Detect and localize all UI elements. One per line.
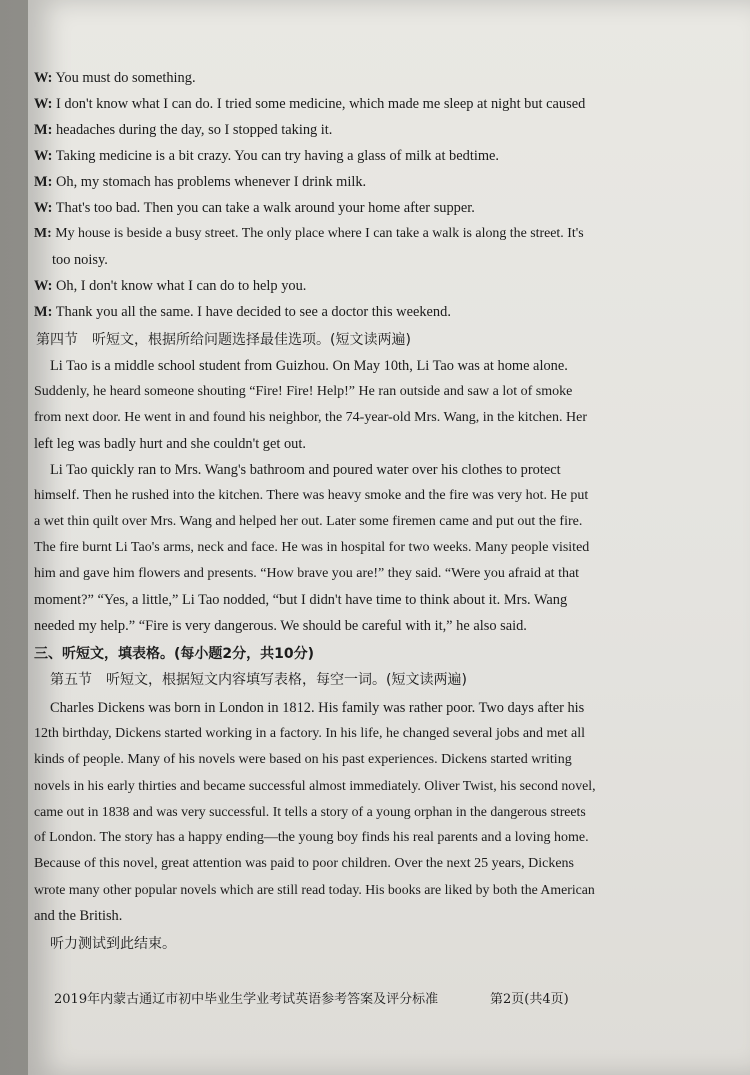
passage-line: needed my help.” “Fire is very dangerous. We should be careful with it,” he also said.	[34, 618, 527, 634]
dialogue-line: W: I don't know what I can do. I tried some medicine, which made me sleep at night but caused	[34, 96, 586, 112]
dialogue-line: W: That's too bad. Then you can take a walk around your home after supper.	[34, 200, 475, 216]
section-heading: 第四节 听短文，根据所给问题选择最佳选项。(短文读两遍)	[36, 332, 411, 348]
dialogue-line: W: Taking medicine is a bit crazy. You can try having a glass of milk at bedtime.	[34, 148, 499, 164]
passage-line: left leg was badly hurt and she couldn't get out.	[34, 436, 306, 452]
passage-line: Charles Dickens was born in London in 1812. His family was rather poor. Two days after his	[50, 700, 585, 716]
passage-line: and the British.	[34, 908, 123, 924]
passage-line: wrote many other popular novels which are still read today. His books are liked by both the American	[34, 882, 595, 897]
passage-line: from next door. He went in and found his neighbor, the 74-year-old Mrs. Wang, in the kitchen. Her	[34, 410, 587, 425]
dialogue-line: too noisy.	[52, 252, 108, 268]
footer-title: 2019年内蒙古通辽市初中毕业生学业考试英语参考答案及评分标准	[54, 992, 439, 1007]
passage-line: Li Tao is a middle school student from Guizhou. On May 10th, Li Tao was at home alone.	[50, 358, 568, 374]
passage-line: 12th birthday, Dickens started working in a factory. In his life, he changed several jobs and met all	[34, 726, 586, 741]
dialogue-line: M: Thank you all the same. I have decided to see a doctor this weekend.	[34, 304, 451, 320]
passage-line: Because of this novel, great attention was paid to poor children. Over the next 25 years, Dickens	[34, 856, 575, 871]
section-heading: 第五节 听短文，根据短文内容填写表格，每空一词。(短文读两遍)	[50, 672, 467, 688]
passage-line: moment?” “Yes, a little,” Li Tao nodded, “but I didn't have time to think about it. Mrs. Wang	[34, 592, 568, 608]
document-page	[28, 0, 750, 1075]
dialogue-line: M: My house is beside a busy street. The only place where I can take a walk is along the street. It's	[34, 226, 584, 241]
passage-line: came out in 1838 and was very successful. It tells a story of a young orphan in the dangerous streets	[34, 804, 586, 819]
dialogue-line: M: Oh, my stomach has problems whenever I drink milk.	[34, 174, 367, 190]
dialogue-line: M: headaches during the day, so I stopped taking it.	[34, 122, 333, 138]
passage-line: a wet thin quilt over Mrs. Wang and helped her out. Later some firemen came and put out the fire.	[34, 514, 583, 529]
page-number: 第2页(共4页)	[490, 992, 569, 1007]
section-heading: 三、听短文，填表格。(每小题2分，共10分)	[34, 646, 315, 662]
dialogue-line: W: Oh, I don't know what I can do to help you.	[34, 278, 307, 294]
passage-line: him and gave him flowers and presents. “How brave you are!” they said. “Were you afraid at that	[34, 566, 580, 581]
passage-line: novels in his early thirties and became successful almost immediately. Oliver Twist, his second novel,	[34, 778, 596, 793]
passage-line: of London. The story has a happy ending—the young boy finds his real parents and a loving home.	[34, 830, 589, 845]
passage-line: The fire burnt Li Tao's arms, neck and face. He was in hospital for two weeks. Many people visited	[34, 540, 590, 555]
end-note: 听力测试到此结束。	[50, 936, 176, 952]
passage-line: himself. Then he rushed into the kitchen. There was heavy smoke and the fire was very hot. He put	[34, 488, 589, 503]
passage-line: Li Tao quickly ran to Mrs. Wang's bathroom and poured water over his clothes to protect	[50, 462, 561, 478]
passage-line: kinds of people. Many of his novels were based on his past experiences. Dickens started writing	[34, 752, 572, 767]
passage-line: Suddenly, he heard someone shouting “Fire! Fire! Help!” He ran outside and saw a lot of smoke	[34, 384, 573, 399]
dialogue-line: W: You must do something.	[34, 70, 196, 86]
